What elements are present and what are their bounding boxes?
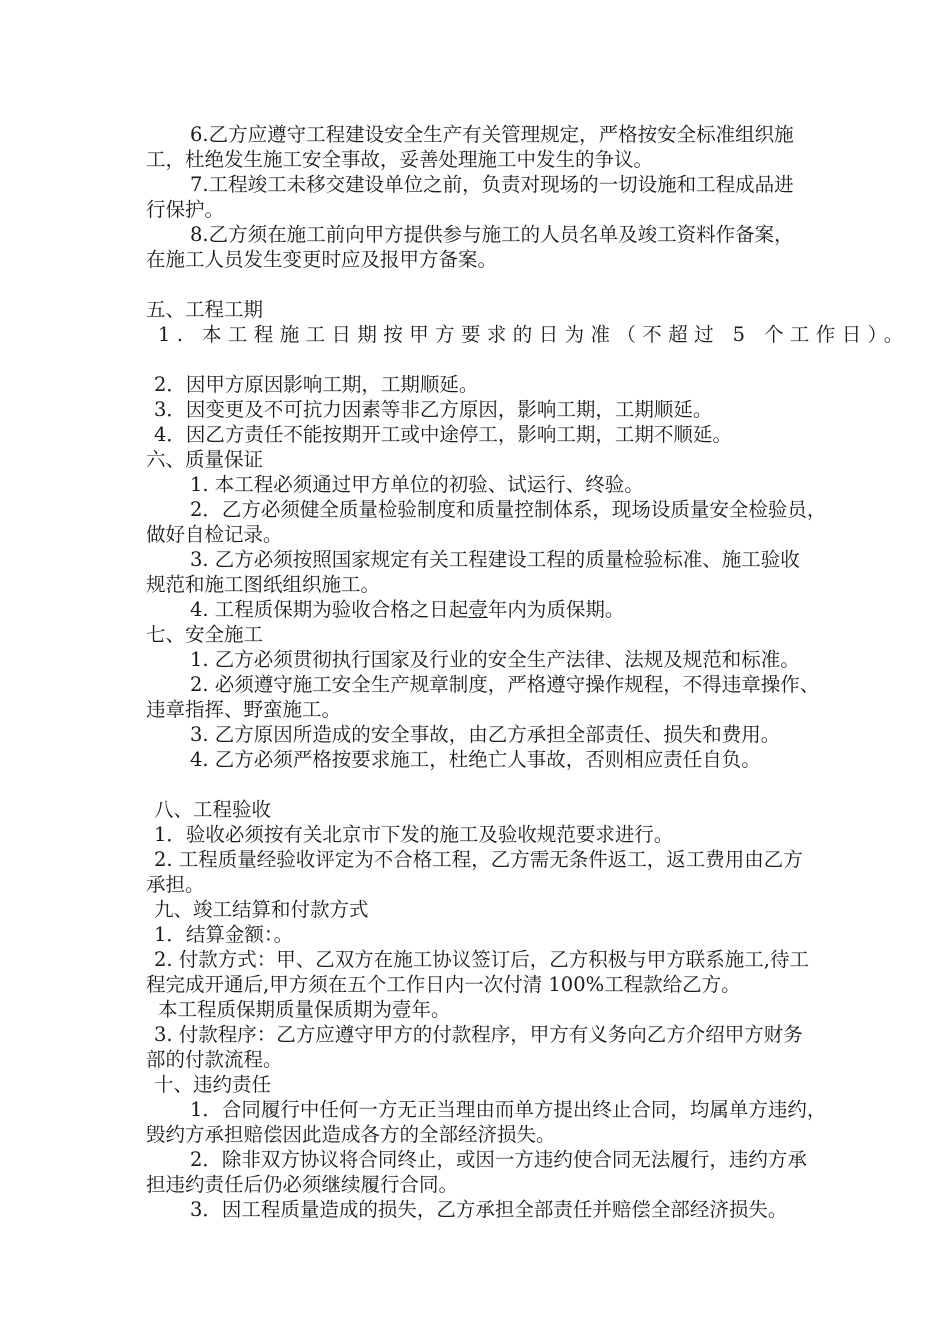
section-heading: 八、工程验收 [154,798,272,821]
paragraph-line: 1．结算金额：。 [154,923,294,946]
paragraph-line: 2．乙方必须健全质量检验制度和质量控制体系，现场设质量安全检验员， [190,498,827,521]
paragraph-line: 规范和施工图纸组织施工。 [146,573,381,596]
blank-line [146,347,896,372]
paragraph-line: 1. 本工程施工日期按甲方要求的日为准（不超过 5 个工作日）。 [158,323,910,346]
paragraph-line: 7.工程竣工未移交建设单位之前，负责对现场的一切设施和工程成品进 [190,173,794,196]
section-heading: 五、工程工期 [146,298,264,321]
text-span: 年内为质保期。 [487,598,625,621]
paragraph-line: 1. 本工程必须通过甲方单位的初验、试运行、终验。 [190,473,644,496]
paragraph-line: 2. 付款方式：甲、乙双方在施工协议签订后，乙方积极与甲方联系施工,待工 [154,948,810,971]
text-span: 4. 工程质保期为验收合格之日起 [190,598,469,621]
paragraph-line: 3．因变更及不可抗力因素等非乙方原因，影响工期，工期顺延。 [154,398,713,421]
paragraph-line: 3．因工程质量造成的损失，乙方承担全部责任并赔偿全部经济损失。 [190,1198,788,1221]
paragraph-line: 3. 乙方原因所造成的安全事故，由乙方承担全部责任、损失和费用。 [190,723,781,746]
paragraph-line: 1. 乙方必须贯彻执行国家及行业的安全生产法律、法规及规范和标准。 [190,648,800,671]
paragraph-line: 2. 工程质量经验收评定为不合格工程，乙方需无条件返工，返工费用由乙方 [154,848,803,871]
paragraph-line: 承担。 [146,873,205,896]
section-heading: 九、竣工结算和付款方式 [154,898,369,921]
underlined-text: 壹 [468,598,488,621]
paragraph-line: 做好自检记录。 [146,523,283,546]
paragraph-line: 6.乙方应遵守工程建设安全生产有关管理规定，严格按安全标准组织施 [190,123,794,146]
paragraph-line: 1．合同履行中任何一方无正当理由而单方提出终止合同，均属单方违约， [190,1098,827,1121]
paragraph-line [146,597,896,622]
blank-line [146,772,896,797]
paragraph-line: 担违约责任后仍必须继续履行合同。 [146,1173,459,1196]
section-heading: 十、违约责任 [154,1073,272,1096]
paragraph-line: 4．因乙方责任不能按期开工或中途停工，影响工期，工期不顺延。 [154,423,732,446]
paragraph-line: 在施工人员发生变更时应及报甲方备案。 [146,248,498,271]
paragraph-line: 行保护。 [146,198,225,221]
document-body [146,122,910,1222]
paragraph-line: 1．验收必须按有关北京市下发的施工及验收规范要求进行。 [154,823,674,846]
paragraph-line: 2．因甲方原因影响工期，工期顺延。 [154,373,479,396]
paragraph-line: 工，杜绝发生施工安全事故，妥善处理施工中发生的争议。 [146,148,654,171]
blank-line [146,272,896,297]
section-heading: 七、安全施工 [146,623,264,646]
paragraph-line: 程完成开通后,甲方须在五个工作日内一次付清 100%工程款给乙方。 [146,973,741,996]
section-heading: 六、质量保证 [146,448,264,471]
paragraph-line: 本工程质保期质量保质期为壹年。 [158,998,451,1021]
paragraph-line: 3. 乙方必须按照国家规定有关工程建设工程的质量检验标准、施工验收 [190,548,800,571]
paragraph-line: 2．除非双方协议将合同终止，或因一方违约使合同无法履行，违约方承 [190,1148,807,1171]
paragraph-line: 3. 付款程序：乙方应遵守甲方的付款程序，甲方有义务向乙方介绍甲方财务 [154,1023,803,1046]
paragraph-line: 8.乙方须在施工前向甲方提供参与施工的人员名单及竣工资料作备案， [190,223,794,246]
paragraph-line: 违章指挥、野蛮施工。 [146,698,342,721]
paragraph-line: 部的付款流程。 [146,1048,283,1071]
paragraph-line: 4. 乙方必须严格按要求施工，杜绝亡人事故，否则相应责任自负。 [190,748,761,771]
paragraph-line: 2. 必须遵守施工安全生产规章制度，严格遵守操作规程，不得违章操作、 [190,673,820,696]
paragraph-line: 毁约方承担赔偿因此造成各方的全部经济损失。 [146,1123,556,1146]
